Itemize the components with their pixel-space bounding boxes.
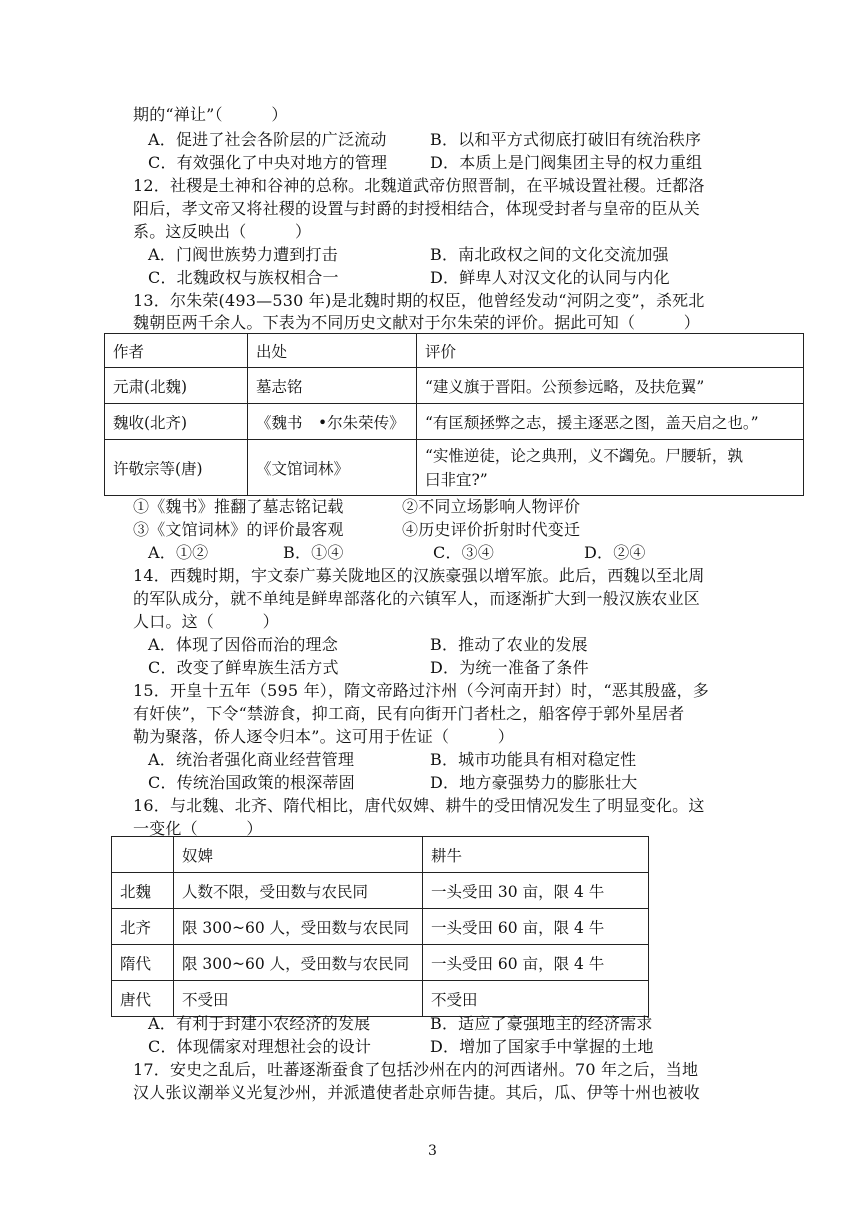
q14-line-1: 14．西魏时期，宇文泰广募关陇地区的汉族豪强以增军旅。此后，西魏以至北周	[133, 566, 705, 585]
table-row	[105, 368, 804, 404]
q15-option-b: B．城市功能具有相对稳定性	[430, 750, 637, 769]
q15-line-2: 有奸侠”，下令“禁游食，抑工商，民有向街开门者杜之，船客停于郭外星居者	[133, 704, 685, 723]
q13-line-2: 魏朝臣两千余人。下表为不同历史文献对于尔朱荣的评价。据此可知（ ）	[133, 313, 701, 332]
table-header-cell: 作者	[105, 334, 248, 368]
q12-line-2: 阳后，孝文帝又将社稷的设置与封爵的封授相结合，体现受封者与皇帝的臣从关	[133, 199, 701, 218]
table-row	[105, 440, 804, 496]
q17-line-1: 17．安史之乱后，吐蕃逐渐蚕食了包括沙州在内的河西诸州。70 年之后，当地	[133, 1060, 699, 1079]
q14-line-3: 人口。这（ ）	[133, 612, 279, 631]
table-header-cell: 耕牛	[423, 837, 649, 873]
q12-option-c: C．北魏政权与族权相合一	[148, 268, 339, 287]
table-cell-dynasty: 隋代	[112, 945, 174, 981]
q16-option-d: D．增加了国家手中掌握的土地	[430, 1037, 654, 1056]
table-row	[112, 981, 649, 1017]
table-cell-source: 墓志铭	[248, 368, 417, 404]
q12-option-b: B．南北政权之间的文化交流加强	[430, 245, 669, 264]
q13-option-c: C．③④	[433, 543, 495, 562]
q11-option-b: B．以和平方式彻底打破旧有统治秩序	[430, 130, 702, 149]
table-cell-author: 魏收(北齐)	[105, 404, 248, 440]
table-cell-servants: 人数不限，受田数与农民同	[174, 873, 423, 909]
table-row	[112, 873, 649, 909]
table-cell-comment	[417, 440, 804, 496]
q16-land-table	[111, 836, 649, 1017]
q12-option-a: A．门阀世族势力遭到打击	[148, 245, 338, 264]
q13-option-b: B．①④	[283, 543, 344, 562]
table-cell-oxen: 一头受田 60 亩，限 4 牛	[423, 945, 649, 981]
q16-line-2: 一变化（ ）	[133, 819, 263, 838]
q15-line-1: 15．开皇十五年（595 年），隋文帝路过汴州（今河南开封）时，“恶其殷盛，多	[133, 681, 709, 700]
q14-option-a: A．体现了因俗而治的理念	[148, 635, 338, 654]
comment-line-2: 曰非宜?”	[425, 470, 488, 489]
q11-option-a: A．促进了社会各阶层的广泛流动	[148, 130, 387, 149]
q16-option-c: C．体现儒家对理想社会的设计	[148, 1037, 372, 1056]
q12-option-d: D．鲜卑人对汉文化的认同与内化	[430, 268, 670, 287]
table-row	[112, 909, 649, 945]
q11-stem-tail: 期的“禅让”（ ）	[133, 105, 288, 124]
table-header-cell	[112, 837, 174, 873]
q17-line-2: 汉人张议潮举义光复沙州，并派遣使者赴京师告捷。其后，瓜、伊等十州也被收	[133, 1083, 701, 1102]
q16-option-b: B．适应了豪强地主的经济需求	[430, 1014, 653, 1033]
q13-option-d: D．②④	[584, 543, 646, 562]
q13-evaluation-table	[104, 333, 804, 496]
table-cell-author: 元肃(北魏)	[105, 368, 248, 404]
q14-line-2: 的军队成分，就不单纯是鲜卑部落化的六镇军人，而逐渐扩大到一般汉族农业区	[133, 589, 701, 608]
q16-line-1: 16．与北魏、北齐、隋代相比，唐代奴婢、耕牛的受田情况发生了明显变化。这	[133, 796, 705, 815]
q15-option-a: A．统治者强化商业经营管理	[148, 750, 355, 769]
table-cell-servants: 不受田	[174, 981, 423, 1017]
q13-statement-2: ②不同立场影响人物评价	[402, 497, 581, 516]
table-cell-comment: “建义旗于晋阳。公预参远略，及扶危翼”	[417, 368, 804, 404]
table-cell-dynasty: 北魏	[112, 873, 174, 909]
q13-option-a: A．①②	[148, 543, 209, 562]
q12-line-3: 系。这反映出（ ）	[133, 222, 312, 241]
table-cell-author: 许敬宗等(唐)	[105, 440, 248, 496]
q11-option-d: D．本质上是门阀集团主导的权力重组	[430, 153, 703, 172]
table-row	[112, 945, 649, 981]
q15-option-c: C．传统治国政策的根深蒂固	[148, 773, 355, 792]
table-cell-oxen: 一头受田 60 亩，限 4 牛	[423, 909, 649, 945]
table-cell-dynasty: 北齐	[112, 909, 174, 945]
q11-option-c: C．有效强化了中央对地方的管理	[148, 153, 388, 172]
q13-statement-3: ③《文馆词林》的评价最客观	[133, 520, 344, 539]
table-header-cell: 出处	[248, 334, 417, 368]
table-header-row	[105, 334, 804, 368]
table-row	[105, 404, 804, 440]
q16-option-a: A．有利于封建小农经济的发展	[148, 1014, 371, 1033]
table-cell-source: 《文馆词林》	[248, 440, 417, 496]
table-cell-oxen: 一头受田 30 亩，限 4 牛	[423, 873, 649, 909]
q13-line-1: 13．尔朱荣(493—530 年)是北魏时期的权臣，他曾经发动“河阴之变”，杀死北	[133, 291, 705, 310]
table-cell-source: 《魏书 •尔朱荣传》	[248, 404, 417, 440]
table-header-cell: 奴婢	[174, 837, 423, 873]
table-header-row	[112, 837, 649, 873]
table-header-cell: 评价	[417, 334, 804, 368]
q13-statement-1: ①《魏书》推翻了墓志铭记载	[133, 497, 344, 516]
q15-option-d: D．地方豪强势力的膨胀壮大	[430, 773, 638, 792]
comment-line-1: “实惟逆徒，论之典刑，义不蠲免。尸腰斩，孰	[425, 446, 743, 465]
table-cell-servants: 限 300~60 人，受田数与农民同	[174, 909, 423, 945]
q15-line-3: 勒为聚落，侨人逐令归本”。这可用于佐证（ ）	[133, 727, 514, 746]
table-cell-comment: “有匡颓拯弊之志，援主逐恶之图，盖天启之也。”	[417, 404, 804, 440]
table-cell-servants: 限 300~60 人，受田数与农民同	[174, 945, 423, 981]
table-cell-oxen: 不受田	[423, 981, 649, 1017]
q14-option-c: C．改变了鲜卑族生活方式	[148, 658, 339, 677]
q14-option-d: D．为统一准备了条件	[430, 658, 589, 677]
table-cell-dynasty: 唐代	[112, 981, 174, 1017]
q13-statement-4: ④历史评价折射时代变迁	[402, 520, 581, 539]
page-number: 3	[428, 1143, 437, 1159]
q14-option-b: B．推动了农业的发展	[430, 635, 588, 654]
q12-line-1: 12．社稷是土神和谷神的总称。北魏道武帝仿照晋制，在平城设置社稷。迁都洛	[133, 176, 705, 195]
